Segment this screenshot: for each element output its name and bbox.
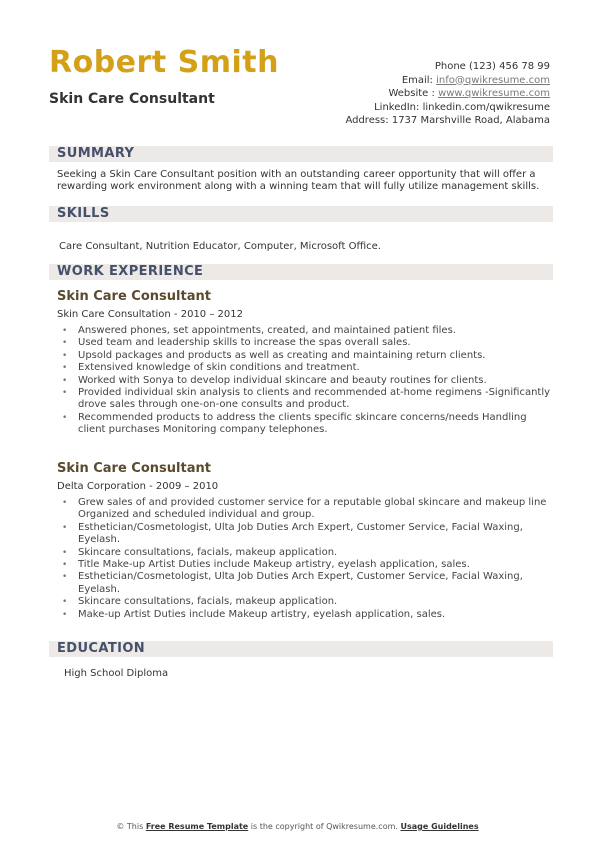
contact-website: [270, 87, 550, 101]
job-bullets: [62, 497, 554, 621]
list-item: • Recommended products to address the clients specific skincare concerns/needs Handling client purchases Monitoring company telephones.: [62, 412, 554, 437]
list-item: • Make-up Artist Duties include Makeup artistry, eyelash application, sales.: [62, 609, 554, 621]
job-bullets: [62, 325, 554, 437]
job-title: Skin Care Consultant: [57, 289, 211, 304]
contact-block: [270, 60, 550, 128]
company-name: Skin Care Consultation: [57, 309, 171, 320]
section-title: SKILLS: [57, 206, 110, 221]
contact-linkedin: [270, 101, 550, 115]
website-link[interactable]: www.qwikresume.com: [438, 88, 550, 99]
address-value: 1737 Marshville Road, Alabama: [391, 115, 550, 126]
contact-label: Email:: [401, 74, 433, 86]
experience-section-header: [49, 264, 553, 280]
list-item: • Extensived knowledge of skin conditions and treatment.: [62, 362, 554, 374]
footer-prefix: © This: [116, 822, 144, 831]
candidate-title: Skin Care Consultant: [49, 91, 215, 107]
contact-address: [270, 114, 550, 128]
list-item: • Provided individual skin analysis to clients and recommended at-home regimens -Significantly drove sales through one-on-one consults and product.: [62, 387, 554, 412]
company-name: Delta Corporation: [57, 481, 146, 492]
footer-copyright-text: is the copyright of Qwikresume.com.: [250, 822, 398, 831]
job-dates: 2009 – 2010: [155, 481, 219, 492]
contact-phone: [270, 60, 550, 74]
list-item: • Worked with Sonya to develop individual skincare and beauty routines for clients.: [62, 375, 554, 387]
phone-value: (123) 456 78 99: [469, 61, 550, 72]
job-company: Delta Corporation - 2009 – 2010: [57, 481, 219, 492]
footer: [0, 822, 595, 832]
list-item: • Skincare consultations, facials, makeup application.: [62, 596, 554, 608]
section-title: EDUCATION: [57, 641, 146, 656]
job-title: Skin Care Consultant: [57, 461, 211, 476]
skills-section-header: [49, 206, 553, 222]
list-item: • Answered phones, set appointments, created, and maintained patient files.: [62, 325, 554, 337]
skills-text: Care Consultant, Nutrition Educator, Computer, Microsoft Office.: [59, 241, 381, 252]
list-item: • Used team and leadership skills to increase the spas overall sales.: [62, 337, 554, 349]
education-section-header: [49, 641, 553, 657]
list-item: • Title Make-up Artist Duties include Makeup artistry, eyelash application, sales.: [62, 559, 554, 571]
contact-label: Website :: [388, 88, 435, 99]
contact-label: Address:: [345, 115, 389, 126]
summary-text: Seeking a Skin Care Consultant position with an outstanding career opportunity that will offer a rewarding work environment along with a winning team that will fully utilize management skills.: [57, 169, 540, 192]
contact-label: Phone: [434, 61, 466, 72]
contact-label: LinkedIn:: [374, 101, 420, 113]
candidate-name: Robert Smith: [49, 45, 279, 80]
contact-email: [270, 74, 550, 88]
job-company: Skin Care Consultation - 2010 – 2012: [57, 309, 243, 320]
section-title: WORK EXPERIENCE: [57, 264, 204, 279]
free-resume-template-link[interactable]: Free Resume Template: [145, 822, 249, 831]
list-item: • Upsold packages and products as well as creating and maintaining return clients.: [62, 350, 554, 362]
linkedin-value: linkedin.com/qwikresume: [422, 101, 550, 113]
list-item: • Esthetician/Cosmetologist, Ulta Job Duties Arch Expert, Customer Service, Facial Waxing, Eyelash.: [62, 571, 554, 596]
section-title: SUMMARY: [57, 146, 135, 161]
list-item: • Grew sales of and provided customer service for a reputable global skincare and makeup line Organized and scheduled individual and group.: [62, 497, 554, 522]
education-text: High School Diploma: [64, 668, 169, 679]
summary-section-header: [49, 146, 553, 162]
list-item: • Esthetician/Cosmetologist, Ulta Job Duties Arch Expert, Customer Service, Facial Waxing, Eyelash.: [62, 522, 554, 547]
list-item: • Skincare consultations, facials, makeup application.: [62, 547, 554, 559]
email-link[interactable]: info@qwikresume.com: [436, 74, 550, 86]
job-dates: 2010 – 2012: [180, 309, 243, 320]
usage-guidelines-link[interactable]: Usage Guidelines: [400, 822, 479, 831]
